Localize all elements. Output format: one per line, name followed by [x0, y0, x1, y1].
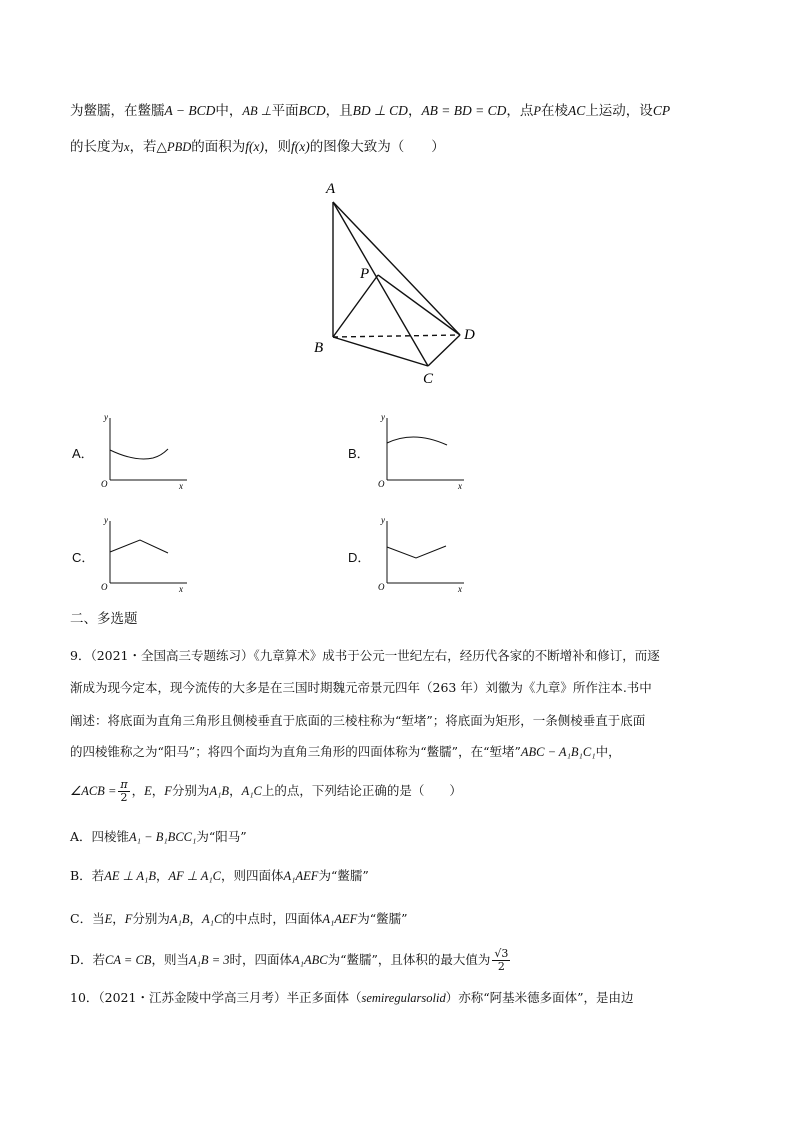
- segment-PB: [333, 275, 378, 337]
- option-C-label: C．: [72, 550, 95, 565]
- math: F: [164, 784, 172, 798]
- math: E: [104, 912, 113, 926]
- text: B．若: [70, 868, 105, 883]
- text: ，则: [264, 139, 291, 155]
- math: semiregularsolid: [361, 991, 446, 1005]
- text: ，且: [325, 103, 353, 119]
- text: ，则当: [151, 952, 189, 967]
- problem9-option-C[interactable]: [70, 909, 408, 929]
- text: 为“鳖臑”: [318, 868, 369, 883]
- text: 上的点，下列结论正确的是（ ）: [261, 783, 462, 798]
- text: 时，四面体: [229, 952, 293, 967]
- problem9-option-A[interactable]: [70, 827, 247, 847]
- problem10-line1: [70, 988, 634, 1008]
- math: f(x): [291, 139, 310, 154]
- origin-label: O: [101, 479, 108, 489]
- text: ，则四面体: [221, 868, 284, 883]
- math: A − BCD: [164, 103, 216, 118]
- math: CP: [652, 103, 671, 118]
- math: A₁AEF: [322, 912, 358, 926]
- x-label: x: [179, 481, 183, 490]
- math: f(x): [245, 139, 264, 154]
- fraction: [492, 948, 510, 973]
- x-label: x: [458, 584, 462, 593]
- math: A₁C: [241, 784, 262, 798]
- math: P: [533, 104, 542, 118]
- text: 为“鳖臑”，且体积的最大值为: [327, 952, 491, 967]
- curve: [387, 546, 446, 558]
- option-B-graph[interactable]: [372, 410, 472, 490]
- text: 的四棱锥称之为“阳马”；将四个面均为直角三角形的四面体称为“鳖臑”，在“堑堵”: [70, 744, 521, 759]
- text: ，: [112, 911, 125, 926]
- math: F: [124, 912, 133, 926]
- math: ∠ACB =: [70, 784, 117, 798]
- math: BD ⊥ CD: [352, 103, 408, 118]
- numerator: √3: [494, 947, 509, 960]
- option-D-graph[interactable]: [372, 513, 472, 593]
- text: 平面: [271, 103, 299, 119]
- option-A-label: A．: [72, 446, 94, 461]
- numerator: π: [120, 778, 128, 791]
- text: ，点: [506, 103, 534, 119]
- math: PBD: [166, 140, 192, 154]
- text: A．四棱锥: [70, 829, 130, 844]
- option-D-label: D．: [348, 550, 371, 565]
- label-B: B: [314, 340, 324, 356]
- y-label: y: [104, 412, 108, 422]
- text: D．若: [70, 952, 106, 967]
- math: CA = CB: [105, 953, 152, 967]
- text: 的图像大致为（ ）: [309, 139, 445, 155]
- text: ，: [407, 103, 422, 119]
- problem9-option-B[interactable]: [70, 866, 369, 886]
- math: AC: [568, 103, 586, 118]
- text: ）亦称“阿基米德多面体”，是由边: [445, 990, 634, 1005]
- origin-label: O: [101, 582, 108, 592]
- text: C．当: [70, 911, 105, 926]
- edge-AD: [333, 202, 460, 335]
- text: ，若△: [129, 139, 167, 155]
- math: E: [144, 784, 152, 798]
- text: 上运动，设: [585, 103, 653, 119]
- math: BCD: [298, 103, 326, 118]
- section-title: 二、多选题: [70, 611, 138, 627]
- text: ，: [151, 783, 165, 798]
- text: 为“鳖臑”: [357, 911, 408, 926]
- denominator: 2: [120, 791, 128, 804]
- origin-label: O: [378, 582, 385, 592]
- curve: [110, 540, 168, 553]
- label-C: C: [423, 371, 434, 387]
- math: A₁B = 3: [188, 953, 230, 967]
- problem9-line1: 9．（2021・全国高三专题练习）《九章算术》成书于公元一世纪左右，经历代各家的不断增补和修订，而逐: [70, 648, 660, 663]
- math: A₁B: [209, 784, 230, 798]
- math: A₁ − B₁BCC₁: [129, 830, 197, 844]
- edge-CD: [428, 335, 460, 366]
- option-A-graph[interactable]: [95, 410, 195, 490]
- tetrahedron-figure: [300, 175, 500, 390]
- math: AB ⊥: [242, 104, 272, 118]
- math: A₁B: [169, 912, 190, 926]
- math: AE ⊥ A₁B: [104, 869, 156, 883]
- problem9-line5: [70, 779, 462, 804]
- text: 的中点时，四面体: [222, 911, 323, 926]
- origin-label: O: [378, 479, 385, 489]
- problem8-line2: [70, 137, 445, 157]
- text: 的面积为: [191, 139, 246, 155]
- math: A₁C: [202, 912, 223, 926]
- math: x: [124, 140, 130, 154]
- math: A₁AEF: [283, 869, 319, 883]
- math: ABC − A₁B₁C₁: [520, 745, 596, 759]
- y-label: y: [381, 515, 385, 525]
- problem9-line2: 渐成为现今定本，现今流传的大多是在三国时期魏元帝景元四年（263 年）刘徽为《九章》所作注本.书中: [70, 680, 652, 695]
- denominator: 2: [497, 960, 505, 973]
- x-label: x: [458, 481, 462, 490]
- curve: [110, 449, 168, 459]
- text: ，: [189, 911, 203, 926]
- text: 分别为: [132, 911, 170, 926]
- math: A₁ABC: [292, 953, 328, 967]
- text: 中，: [595, 744, 621, 759]
- text: 分别为: [171, 783, 210, 798]
- text: 的长度为: [70, 139, 124, 155]
- problem8-line1: [70, 101, 670, 121]
- label-A: A: [326, 181, 336, 197]
- text: ，: [229, 783, 242, 798]
- math: AB = BD = CD: [421, 103, 507, 118]
- problem9-line3: 阐述：将底面为直角三角形且侧棱垂直于底面的三棱柱称为“堑堵”；将底面为矩形，一条侧棱垂直于底面: [70, 713, 646, 728]
- curve: [387, 437, 447, 445]
- segment-PD: [378, 275, 460, 335]
- option-B-label: B．: [348, 446, 370, 461]
- problem9-line4: [70, 742, 621, 762]
- text: ，: [131, 783, 145, 798]
- text: 在棱: [541, 103, 569, 119]
- text: 为鳖臑，在鳖臑: [70, 103, 165, 119]
- y-label: y: [104, 515, 108, 525]
- text: 10．（2021・江苏金陵中学高三月考）半正多面体（: [70, 990, 362, 1005]
- edge-BD-hidden: [333, 335, 460, 337]
- x-label: x: [179, 584, 183, 593]
- label-P: P: [360, 266, 370, 282]
- fraction: [118, 779, 129, 804]
- math: AF ⊥ A₁C: [168, 869, 222, 883]
- text: 为“阳马”: [196, 829, 247, 844]
- text: 中，: [215, 103, 243, 119]
- problem9-option-D[interactable]: [70, 948, 512, 973]
- text: ，: [156, 868, 169, 883]
- option-C-graph[interactable]: [95, 513, 195, 593]
- y-label: y: [381, 412, 385, 422]
- label-D: D: [464, 327, 475, 343]
